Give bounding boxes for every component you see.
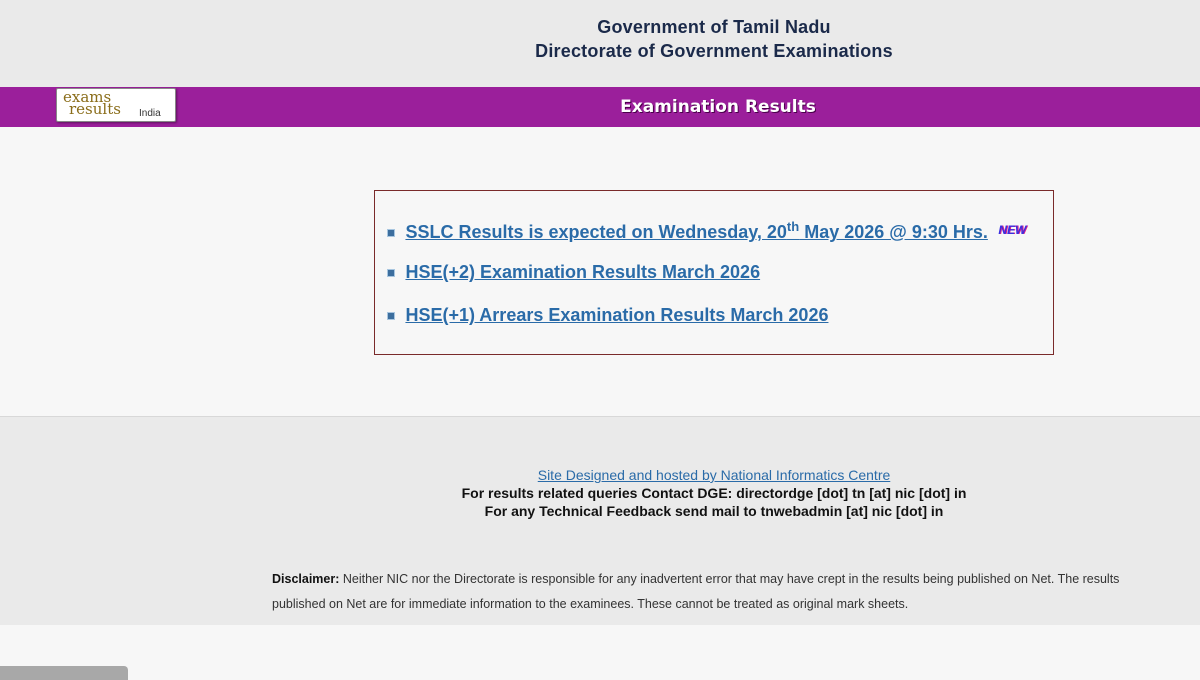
technical-feedback-text: For any Technical Feedback send mail to tnwebadmin [at] nic [dot] in (484, 503, 944, 519)
site-footer (0, 416, 1200, 625)
new-badge-icon: NEW (998, 223, 1027, 237)
result-item-hse-plus1 (387, 305, 828, 329)
logo-text-exams: exams (63, 88, 112, 106)
header-title-government: Government of Tamil Nadu (597, 17, 831, 37)
disclaimer (272, 567, 1152, 617)
results-list-box (374, 190, 1054, 355)
title-banner (0, 87, 1200, 127)
result-item-sslc (387, 219, 1026, 243)
status-bar-tab (0, 666, 128, 680)
hse-plus1-arrears-results-link[interactable]: HSE(+1) Arrears Examination Results March 2026 (405, 305, 829, 325)
header-title-directorate: Directorate of Government Examinations (535, 41, 893, 61)
logo-text-india: India (139, 108, 161, 119)
exams-results-india-logo[interactable] (56, 88, 176, 122)
site-header (0, 0, 1200, 87)
hse-plus2-results-link[interactable]: HSE(+2) Examination Results March 2026 (405, 262, 761, 282)
result-item-hse-plus2 (387, 262, 760, 286)
banner-title: Examination Results (620, 97, 816, 117)
square-bullet-icon (387, 229, 395, 237)
square-bullet-icon (387, 269, 395, 277)
square-bullet-icon (387, 312, 395, 320)
disclaimer-label: Disclaimer: (272, 572, 340, 586)
contact-dge-text: For results related queries Contact DGE: directordge [dot] tn [at] nic [dot] in (461, 485, 967, 501)
sslc-results-link[interactable]: SSLC Results is expected on Wednesday, 20th May 2026 @ 9:30 Hrs. (405, 219, 988, 242)
logo-text-results: results (69, 100, 121, 118)
nic-site-link[interactable]: Site Designed and hosted by National Informatics Centre (537, 467, 891, 483)
disclaimer-text: Neither NIC nor the Directorate is responsible for any inadvertent error that may have crept in the results being published on Net. The results published on Net are for immediate information to the examinees. These cannot be treated as original mark sheets. (272, 572, 1120, 611)
